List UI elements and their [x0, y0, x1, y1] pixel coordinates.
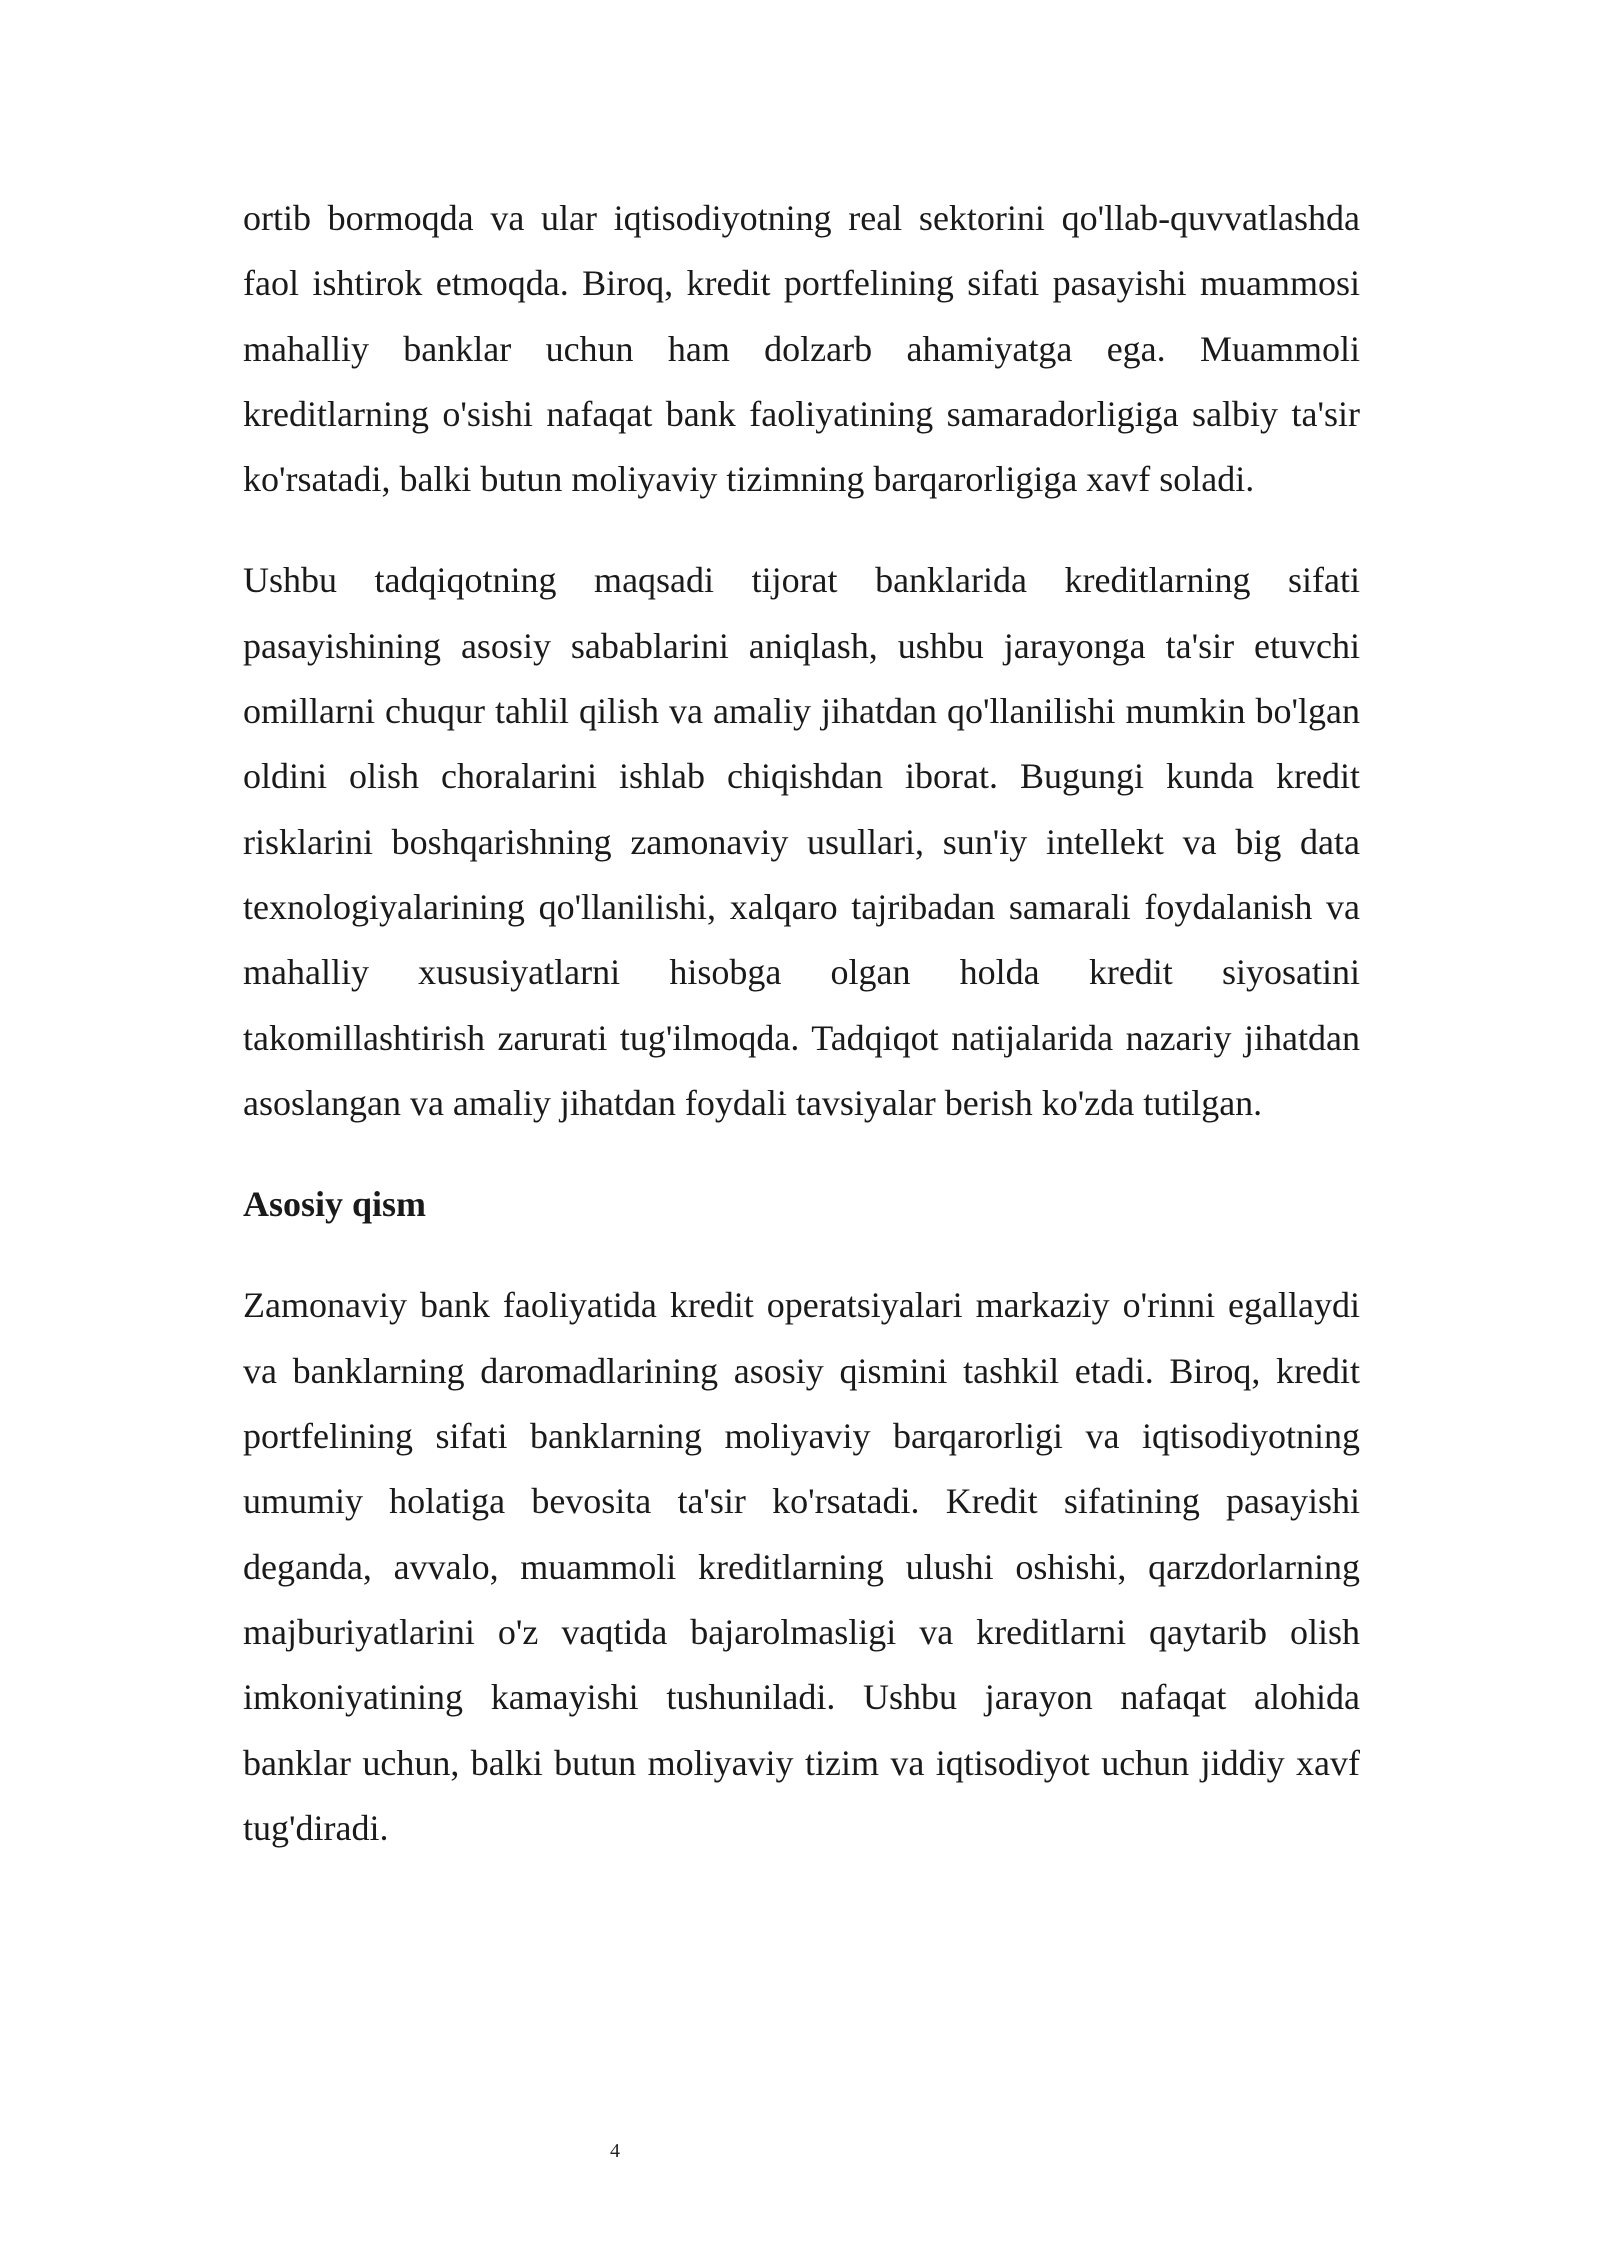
section-heading: Asosiy qism [243, 1184, 427, 1225]
paragraph-research-goal: Ushbu tadqiqotning maqsadi tijorat banklarida kreditlarning sifati pasayishining asosiy sabablarini aniqlash, ushbu jarayonga ta'sir etuvchi omillarni chuqur tahlil qilish va amaliy jihatdan qo'llanilishi mumkin bo'lgan oldini olish choralarini ishlab chiqishdan iborat. Bugungi kunda kredit risklarini boshqarishning zamonaviy usullari, sun'iy intellekt va big data texnologiyalarining qo'llanilishi, xalqaro tajribadan samarali foydalanish va mahalliy xususiyatlarni hisobga olgan holda kredit siyosatini takomillashtirish zarurati tug'ilmoqda. Tadqiqot natijalarida nazariy jihatdan asoslangan va amaliy jihatdan foydali tavsiyalar berish ko'zda tutilgan. [243, 560, 1360, 1123]
paragraph-main-part: Zamonaviy bank faoliyatida kredit operatsiyalari markaziy o'rinni egallaydi va banklarning daromadlarining asosiy qismini tashkil etadi. Biroq, kredit portfelining sifati banklarning moliyaviy barqarorligi va iqtisodiyotning umumiy holatiga bevosita ta'sir ko'rsatadi. Kredit sifatining pasayishi deganda, avvalo, muammoli kreditlarning ulushi oshishi, qarzdorlarning majburiyatlarini o'z vaqtida bajarolmasligi va kreditlarni qaytarib olish imkoniyatining kamayishi tushuniladi. Ushbu jarayon nafaqat alohida banklar uchun, balki butun moliyaviy tizim va iqtisodiyot uchun jiddiy xavf tug'diradi. [243, 1285, 1360, 1848]
page-body [243, 186, 1360, 1861]
page-number: 4 [610, 2140, 620, 2162]
paragraph-intro-continuation: ortib bormoqda va ular iqtisodiyotning real sektorini qo'llab-quvvatlashda faol ishtirok etmoqda. Biroq, kredit portfelining sifati pasayishi muammosi mahalliy banklar uchun ham dolzarb ahamiyatga ega. Muammoli kreditlarning o'sishi nafaqat bank faoliyatining samaradorligiga salbiy ta'sir ko'rsatadi, balki butun moliyaviy tizimning barqarorligiga xavf soladi. [243, 198, 1360, 500]
